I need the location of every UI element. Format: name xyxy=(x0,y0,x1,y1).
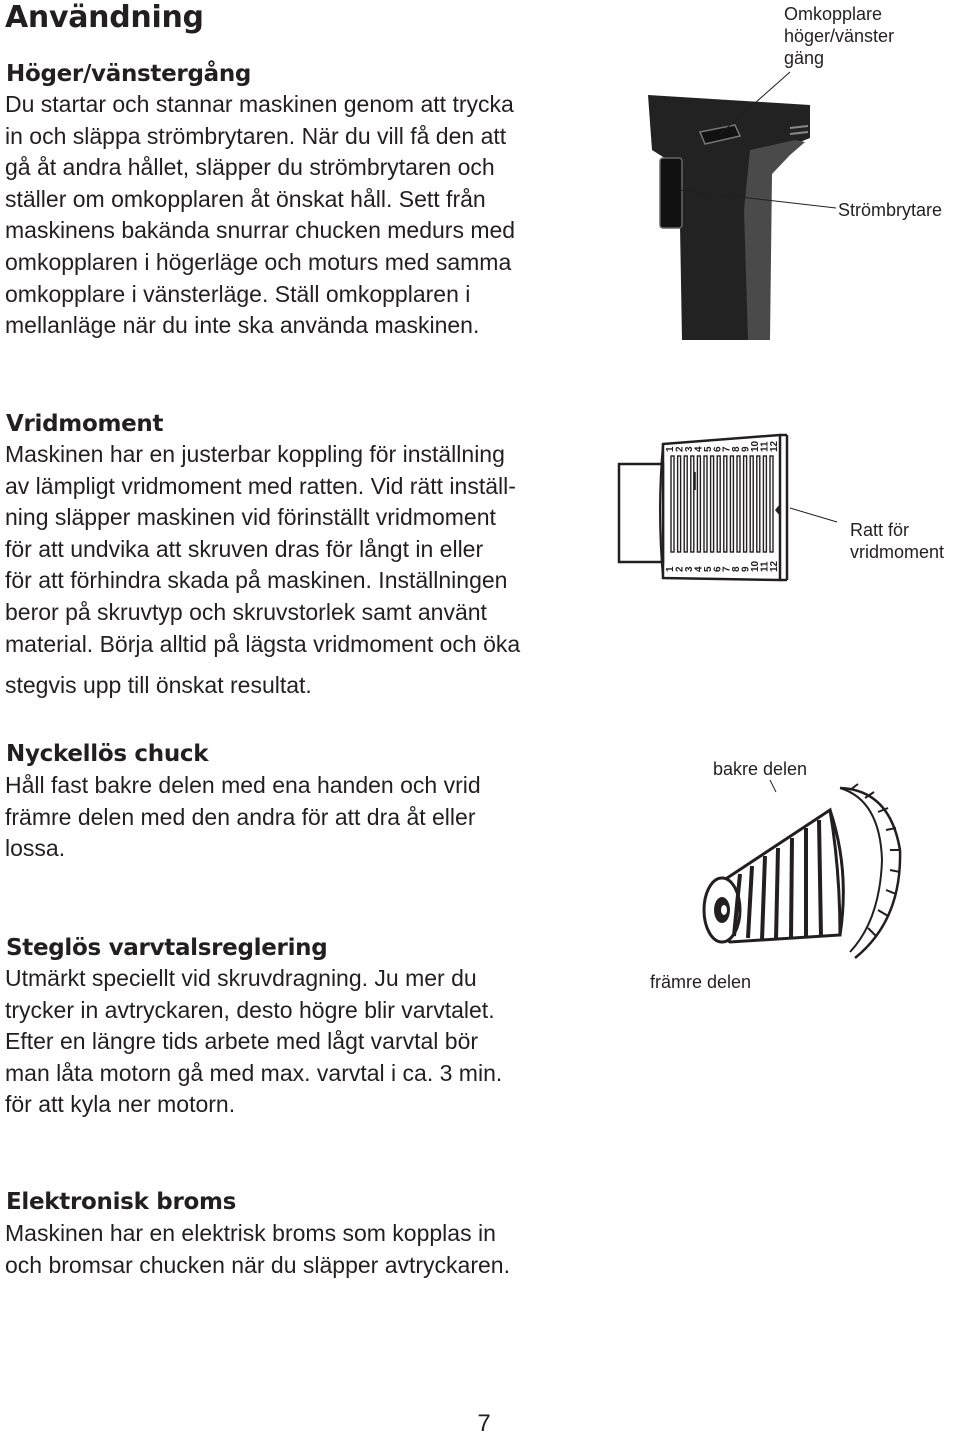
label-direction-switch: Omkopplare höger/vänster gäng xyxy=(784,4,895,68)
dial-rib xyxy=(671,456,674,552)
dial-rib xyxy=(730,456,733,552)
dial-rib xyxy=(737,456,740,552)
label-chuck-front: främre delen xyxy=(650,972,752,992)
dial-scale-number: 10 xyxy=(750,560,762,572)
section-body-chuck: Håll fast bakre delen med ena handen och vrid främre delen med den andra för att dra åt eller lossa. xyxy=(5,772,481,862)
dial-scale-number: 9 xyxy=(740,566,752,572)
label-chuck-rear: bakre delen xyxy=(713,759,808,779)
dial-scale-number: 2 xyxy=(674,566,686,572)
dial-scale-number-top: 6 xyxy=(712,446,724,452)
section-body-direction: Du startar och stannar maskinen genom att trycka in och släppa strömbrytaren. När du vill få den att gå åt andra hållet, släpper du strömbrytaren och ställer om omkopplaren åt önskat håll. Sett från maskinens bakända snurrar chucken medurs med omkopplaren i högerläge och moturs med samma omkopplare i vänsterläge. Ställ omkopplaren i mellanläge när du inte ska använda maskinen. xyxy=(5,91,516,339)
label-torque-dial: Ratt för vridmoment xyxy=(850,520,945,562)
dial-rib xyxy=(678,456,681,552)
dial-rib xyxy=(704,456,707,552)
dial-rib xyxy=(750,456,753,552)
section-heading-brake: Elektronisk broms xyxy=(6,1189,237,1215)
dial-rib xyxy=(757,456,760,552)
chuck-illustration xyxy=(690,770,915,980)
dial-rib xyxy=(691,456,694,552)
section-heading-chuck: Nyckellös chuck xyxy=(6,741,209,767)
torque-dial-illustration xyxy=(615,430,840,590)
dial-rib xyxy=(763,456,766,552)
dial-scale-number-top: 10 xyxy=(750,440,762,452)
dial-scale-number-top: 1 xyxy=(665,446,676,452)
section-body-brake: Maskinen har en elektrisk broms som kopplas in och bromsar chucken när du släpper avtryckaren. xyxy=(5,1220,510,1278)
dial-rib xyxy=(770,456,773,552)
dial-rib xyxy=(717,456,720,552)
page-title: Användning xyxy=(5,0,204,35)
dial-scale-number: 11 xyxy=(759,561,771,572)
dial-scale-number-top: 2 xyxy=(674,446,686,452)
dial-scale-number: 8 xyxy=(731,566,743,572)
section-heading-torque: Vridmoment xyxy=(6,411,164,437)
dial-scale-number: 7 xyxy=(721,566,733,572)
dial-scale-number: 6 xyxy=(712,566,724,572)
section-heading-speed: Steglös varvtalsreglering xyxy=(6,935,328,961)
dial-scale-number: 4 xyxy=(693,566,705,572)
section-heading-direction: Höger/vänstergång xyxy=(6,61,252,87)
dial-rib xyxy=(711,456,714,552)
section-body-speed: Utmärkt speciellt vid skruvdragning. Ju mer du trycker in avtryckaren, desto högre blir varvtalet. Efter en längre tids arbete med lågt varvtal bör man låta motorn gå med max. varvtal i ca. 3 min. för att kyla ner motorn. xyxy=(5,965,503,1118)
dial-scale-number-top: 4 xyxy=(693,446,705,452)
dial-scale-number-top: 12 xyxy=(769,440,780,452)
dial-rib xyxy=(724,456,727,552)
dial-scale-number: 5 xyxy=(702,566,714,572)
dial-scale-number-top: 11 xyxy=(759,441,771,452)
section-body-torque-last: stegvis upp till önskat resultat. xyxy=(5,672,312,698)
section-body-torque: Maskinen har en justerbar koppling för inställning av lämpligt vridmoment med ratten. Vid rätt inställ- ning släpper maskinen vid förinställt vridmoment för att undvika att skruven dras för långt in eller för att förhindra skada på maskinen. Inställningen beror på skruvtyp och skruvstorlek samt använt material. Börja alltid på lägsta vridmoment och öka xyxy=(5,441,521,657)
dial-scale-number-top: 9 xyxy=(740,446,752,452)
page-number: 7 xyxy=(477,1410,491,1437)
dial-scale-number-top: 8 xyxy=(731,446,743,452)
label-trigger: Strömbrytare xyxy=(838,200,943,220)
dial-scale-number: 1 xyxy=(665,566,676,572)
dial-scale-number-top: 5 xyxy=(702,446,714,452)
dial-scale-number: 3 xyxy=(683,566,695,572)
dial-scale-number-top: 7 xyxy=(721,446,733,452)
dial-scale-number-top: 3 xyxy=(683,446,695,452)
dial-rib xyxy=(744,456,747,552)
dial-scale-number: 12 xyxy=(769,560,780,572)
drill-handle-illustration xyxy=(640,90,840,340)
dial-rib xyxy=(697,456,700,552)
dial-rib xyxy=(684,456,687,552)
